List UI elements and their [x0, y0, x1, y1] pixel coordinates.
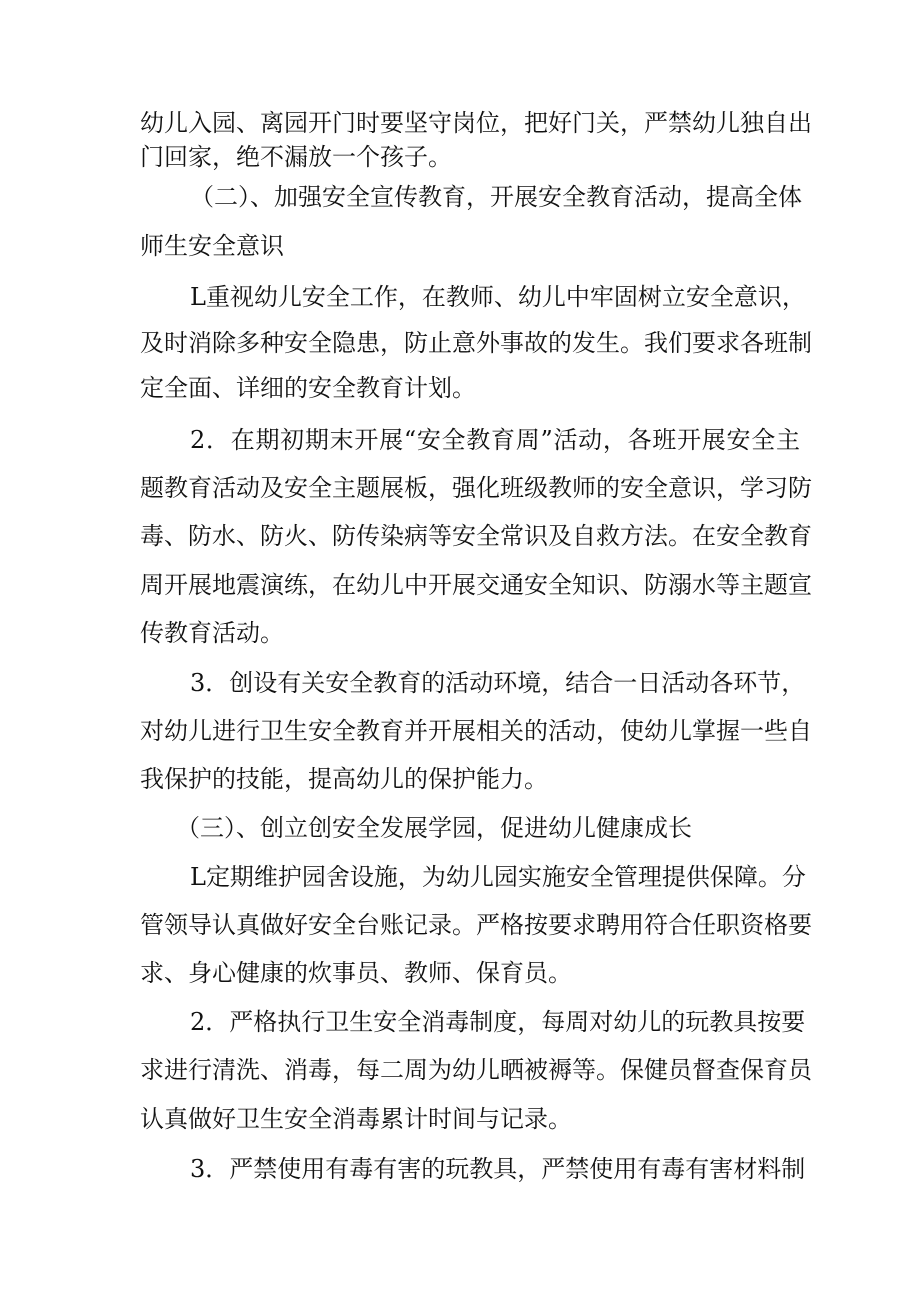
- text-line: 门回家，绝不漏放一个孩子。: [140, 143, 452, 171]
- text-line: 定全面、详细的安全教育计划。: [140, 374, 476, 402]
- text-line: 幼儿入园、离园开门时要坚守岗位，把好门关，严禁幼儿独自出: [140, 109, 812, 137]
- text-line: L重视幼儿安全工作，在教师、幼儿中牢固树立安全意识，: [190, 283, 806, 311]
- text-line: 周开展地震演练，在幼儿中开展交通安全知识、防溺水等主题宣: [140, 571, 812, 599]
- text-line: 传教育活动。: [140, 619, 284, 647]
- section-heading: （二）、加强安全宣传教育，开展安全教育活动，提高全体: [190, 183, 802, 211]
- text-line: 3．严禁使用有毒有害的玩教具，严禁使用有毒有害材料制: [190, 1155, 806, 1183]
- text-line: 题教育活动及安全主题展板，强化班级教师的安全意识，学习防: [140, 474, 812, 502]
- text-line: 认真做好卫生安全消毒累计时间与记录。: [140, 1105, 572, 1133]
- text-line: 毒、防水、防火、防传染病等安全常识及自救方法。在安全教育: [140, 522, 812, 550]
- section-heading-continuation: 师生安全意识: [140, 232, 284, 260]
- text-line: 求进行清洗、消毒，每二周为幼儿晒被褥等。保健员督查保育员: [140, 1056, 812, 1084]
- text-line: L定期维护园舍设施，为幼儿园实施安全管理提供保障。分: [190, 863, 806, 891]
- text-line: 求、身心健康的炊事员、教师、保育员。: [140, 959, 572, 987]
- section-heading: （三）、创立创安全发展学园，促进幼儿健康成长: [176, 814, 692, 842]
- text-line: 我保护的技能，提高幼儿的保护能力。: [140, 765, 548, 793]
- text-line: 管领导认真做好安全台账记录。严格按要求聘用符合任职资格要: [140, 911, 812, 939]
- text-line: 2．严格执行卫生安全消毒制度，每周对幼儿的玩教具按要: [190, 1008, 806, 1036]
- text-line: 2．在期初期末开展“安全教育周”活动，各班开展安全主: [190, 426, 800, 454]
- text-line: 3．创设有关安全教育的活动环境，结合一日活动各环节，: [190, 669, 806, 697]
- text-line: 对幼儿进行卫生安全教育并开展相关的活动，使幼儿掌握一些自: [140, 717, 812, 745]
- text-line: 及时消除多种安全隐患，防止意外事故的发生。我们要求各班制: [140, 329, 812, 357]
